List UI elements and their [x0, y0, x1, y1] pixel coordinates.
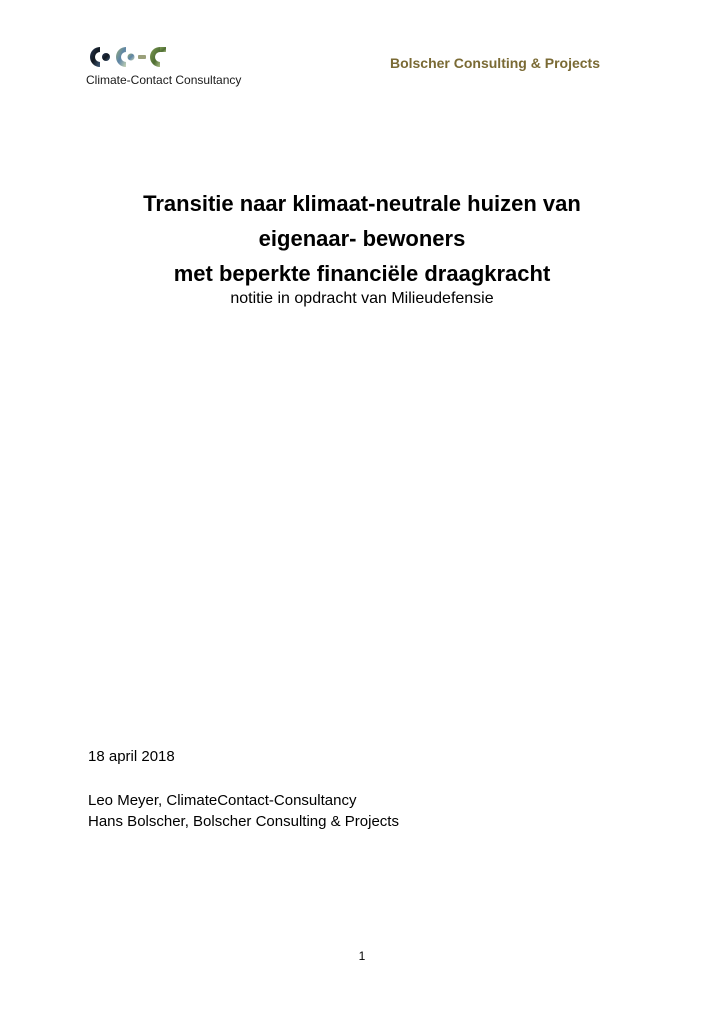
logo-caption: Climate-Contact Consultancy — [86, 73, 242, 87]
title-line-2: eigenaar- bewoners — [258, 226, 466, 251]
author-line: Leo Meyer, ClimateContact-Consultancy — [88, 792, 357, 809]
partner-company-name: Bolscher Consulting & Projects — [389, 55, 600, 71]
subtitle: notitie in opdracht van Milieudefensie — [230, 290, 494, 307]
cc-c-logo-icon — [86, 44, 170, 70]
title-block — [0, 186, 724, 311]
document-date: 18 april 2018 — [88, 748, 175, 765]
author-line: Hans Bolscher, Bolscher Consulting & Projects — [88, 813, 399, 830]
page-number: 1 — [358, 949, 366, 963]
title-line-3: met beperkte financiële draagkracht — [173, 261, 551, 286]
title-line-1: Transitie naar klimaat-neutrale huizen van — [143, 191, 581, 216]
author-list — [88, 790, 399, 832]
